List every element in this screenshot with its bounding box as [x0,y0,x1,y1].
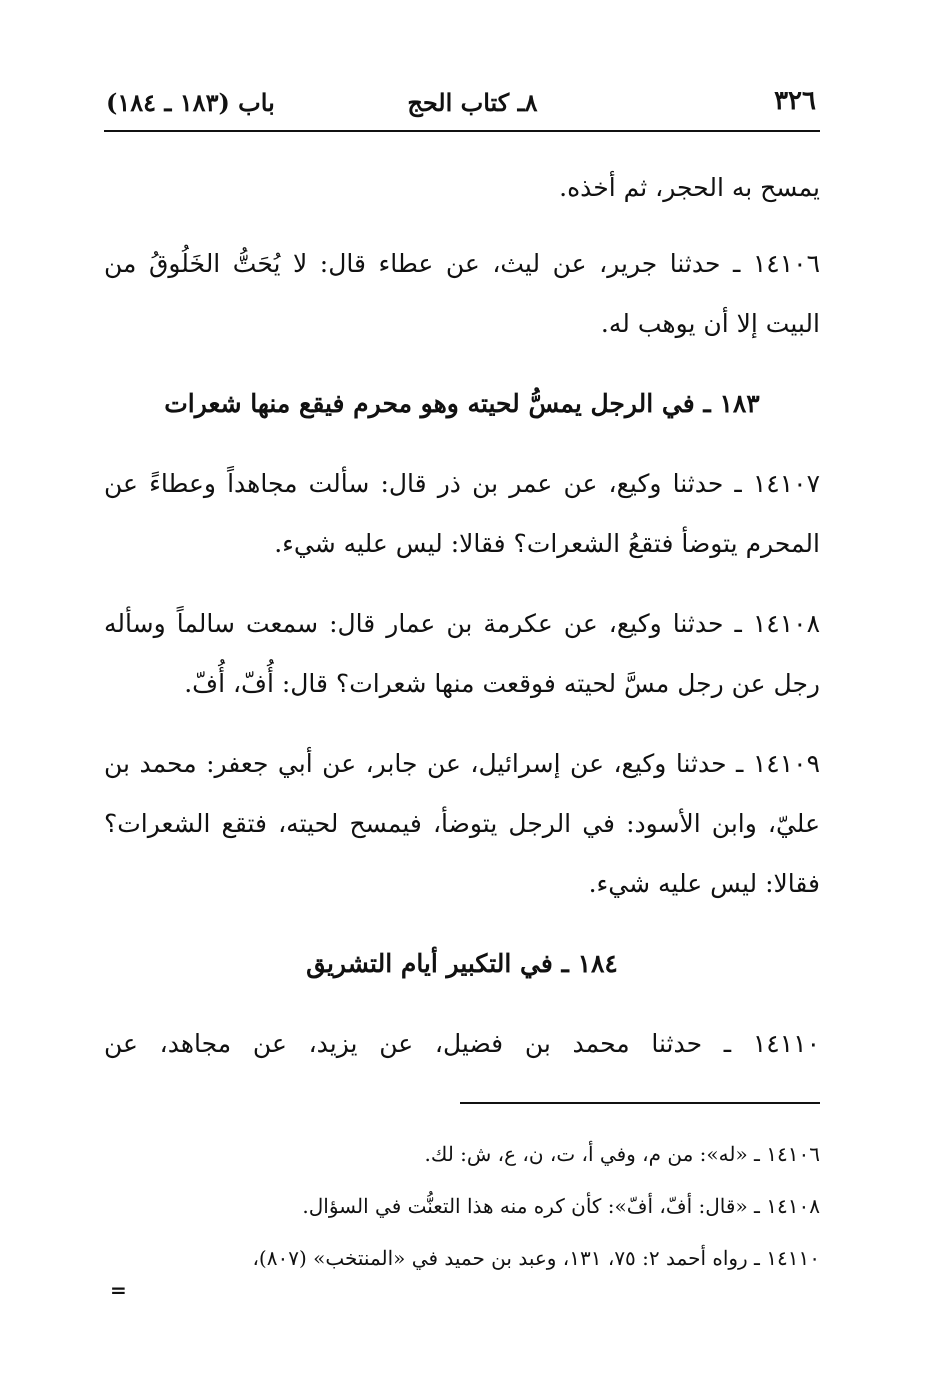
footnote-14108: ١٤١٠٨ ـ «قال: أفّ، أفّ»: كأن كره منه هذا التعنُّت في السؤال. [302,1194,820,1218]
running-header [104,86,820,126]
hadith-14110: ١٤١١٠ ـ حدثنا محمد بن فضيل، عن يزيد، عن مجاهد، عن [104,1029,820,1058]
header-divider [104,130,820,132]
page-number: ٣٢٦ [774,86,816,116]
hadith-14106: ١٤١٠٦ ـ حدثنا جرير، عن ليث، عن عطاء قال: لا يُحَتُّ الخَلُوقُ من البيت إلا أن يوهب له. [104,249,820,338]
main-text [104,158,820,1094]
section-heading-184: ١٨٤ ـ في التكبير أيام التشريق [306,949,618,978]
footnote-14110: ١٤١١٠ ـ رواه أحمد ٢: ٧٥، ١٣١، وعبد بن حميد في «المنتخب» (٨٠٧)، [252,1246,820,1270]
hadith-14107: ١٤١٠٧ ـ حدثنا وكيع، عن عمر بن ذر قال: سألت مجاهداً وعطاءً عن المحرم يتوضأ فتقعُ الشعرات؟ فقالا: ليس عليه شيء. [104,469,820,558]
book-page [104,0,820,1380]
footnotes [104,1128,820,1284]
chapter-range: باب (١٨٣ ـ ١٨٤) [106,88,275,117]
footnote-divider [460,1102,820,1104]
paragraph-continuation: يمسح به الحجر، ثم أخذه. [559,173,820,202]
footnote-14106: ١٤١٠٦ ـ «له»: من م، وفي أ، ت، ن، ع، ش: لك. [424,1142,820,1166]
section-heading-183: ١٨٣ ـ في الرجل يمسُّ لحيته وهو محرم فيقع منها شعرات [164,389,760,418]
continuation-mark: = [110,1278,127,1302]
hadith-14109: ١٤١٠٩ ـ حدثنا وكيع، عن إسرائيل، عن جابر، عن أبي جعفر: محمد بن عليّ، وابن الأسود: في الرجل يتوضأ، فيمسح لحيته، فتقع الشعرات؟ فقالا: ليس عليه شيء. [104,749,820,898]
hadith-14108: ١٤١٠٨ ـ حدثنا وكيع، عن عكرمة بن عمار قال: سمعت سالماً وسأله رجل عن رجل مسَّ لحيته فوقعت منها شعرات؟ قال: أُفّ، أُفّ. [104,609,820,698]
book-title: ٨ـ كتاب الحج [407,88,538,117]
